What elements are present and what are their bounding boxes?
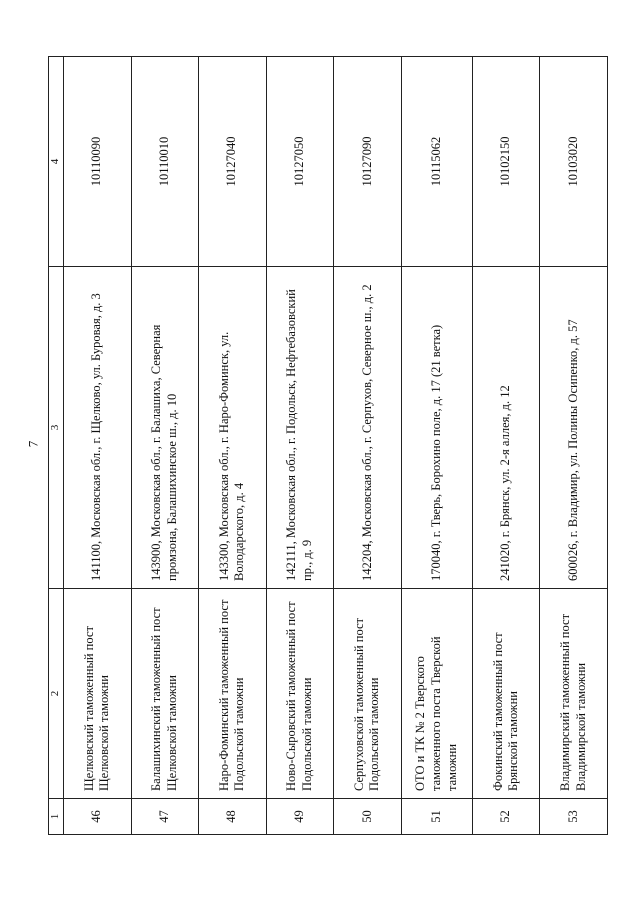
post-address: 143900, Московская обл., г. Балашиха, Северная промзона, Балашихинское ш., д. 10 xyxy=(131,267,199,589)
post-name: Серпуховской таможенный пост Подольской таможни xyxy=(334,589,402,799)
post-code: 10127040 xyxy=(199,57,267,267)
page-number: 7 xyxy=(25,440,41,448)
row-number: 53 xyxy=(540,799,608,835)
post-name: Балашихинский таможенный пост Щелковской таможни xyxy=(131,589,199,799)
rotated-table-container xyxy=(48,57,608,835)
post-name: ОТО и ТК № 2 Тверского таможенного поста Тверской таможни xyxy=(401,589,472,799)
column-header-3: 3 xyxy=(49,267,64,589)
table-row xyxy=(199,57,267,835)
row-number: 47 xyxy=(131,799,199,835)
row-number: 49 xyxy=(266,799,334,835)
table-row xyxy=(131,57,199,835)
column-header-4: 4 xyxy=(49,57,64,267)
row-number: 48 xyxy=(199,799,267,835)
column-number-row xyxy=(49,57,64,835)
row-number: 50 xyxy=(334,799,402,835)
post-code: 10103020 xyxy=(540,57,608,267)
column-header-1: 1 xyxy=(49,799,64,835)
post-name: Фокинский таможенный пост Брянской таможни xyxy=(472,589,540,799)
post-address: 241020, г. Брянск, ул. 2-я аллея, д. 12 xyxy=(472,267,540,589)
post-name: Наро-Фоминский таможенный пост Подольской таможни xyxy=(199,589,267,799)
column-header-2: 2 xyxy=(49,589,64,799)
post-name: Владимирский таможенный пост Владимирской таможни xyxy=(540,589,608,799)
table-row xyxy=(401,57,472,835)
row-number: 51 xyxy=(401,799,472,835)
table-row xyxy=(472,57,540,835)
row-number: 52 xyxy=(472,799,540,835)
post-name: Ново-Сыровский таможенный пост Подольской таможни xyxy=(266,589,334,799)
post-address: 143300, Московская обл., г. Наро-Фоминск, ул. Володарского, д. 4 xyxy=(199,267,267,589)
post-address: 141100, Московская обл., г. Щелково, ул. Буровая, д. 3 xyxy=(64,267,132,589)
post-code: 10110010 xyxy=(131,57,199,267)
post-address: 142111, Московская обл., г. Подольск, Нефтебазовский пр., д. 9 xyxy=(266,267,334,589)
post-address: 170040, г. Тверь, Борохино поле, д. 17 (21 ветка) xyxy=(401,267,472,589)
post-code: 10115062 xyxy=(401,57,472,267)
post-code: 10127090 xyxy=(334,57,402,267)
table-row xyxy=(540,57,608,835)
table-row xyxy=(334,57,402,835)
row-number: 46 xyxy=(64,799,132,835)
table-row xyxy=(64,57,132,835)
post-name: Щелковский таможенный пост Щелковской таможни xyxy=(64,589,132,799)
post-address: 142204, Московская обл., г. Серпухов, Северное ш., д. 2 xyxy=(334,267,402,589)
post-code: 10127050 xyxy=(266,57,334,267)
table-row xyxy=(266,57,334,835)
customs-posts-table xyxy=(48,56,608,835)
post-code: 10110090 xyxy=(64,57,132,267)
post-address: 600026, г. Владимир, ул. Полины Осипенко, д. 57 xyxy=(540,267,608,589)
post-code: 10102150 xyxy=(472,57,540,267)
